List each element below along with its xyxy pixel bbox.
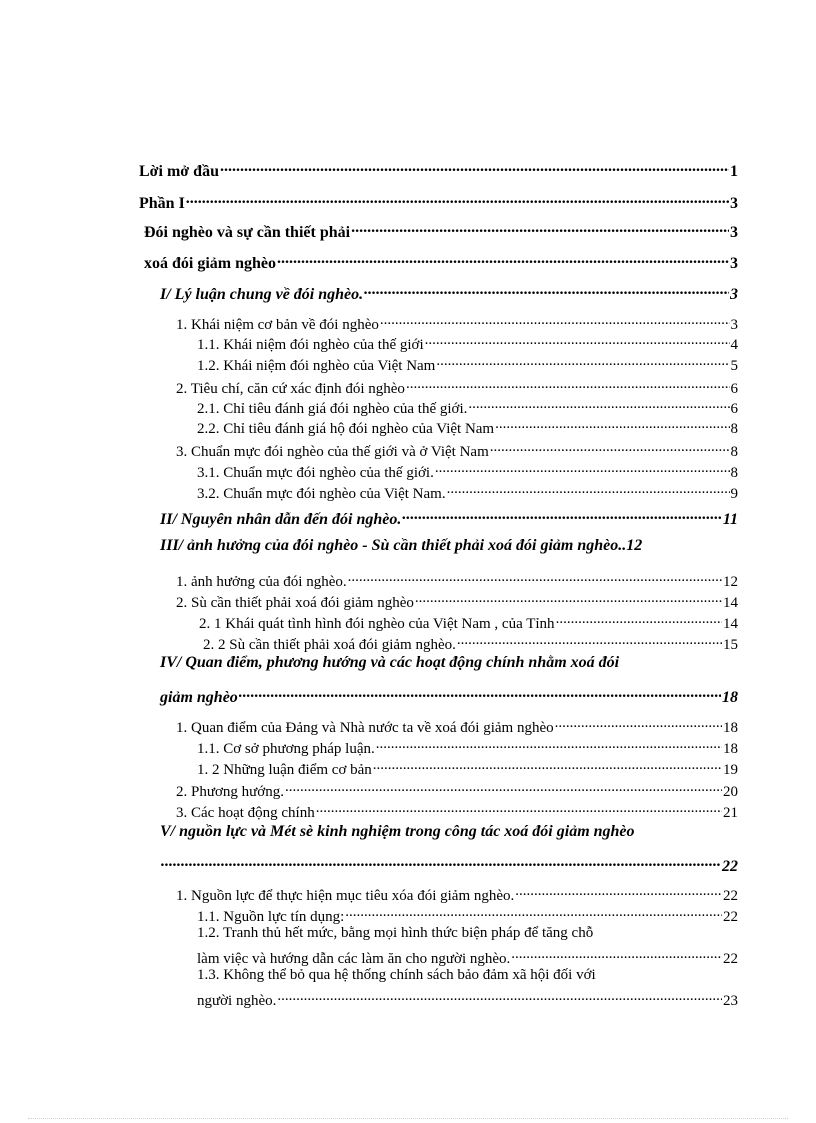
toc-page-number: 3 — [730, 194, 738, 212]
toc-page-number: 8 — [730, 443, 738, 460]
toc-entry-text: giảm nghèo — [160, 688, 238, 706]
toc-leader — [186, 190, 729, 208]
toc-entry-text: 2.2. Chỉ tiêu đánh giá hộ đói nghèo của Việt Nam — [197, 420, 495, 437]
toc-entry — [197, 988, 738, 1010]
toc-entry — [160, 506, 738, 529]
toc-leader — [277, 988, 722, 1005]
toc-leader — [380, 312, 730, 329]
toc-entry-text: II/ Nguyên nhân dẫn đến đói nghèo. — [160, 510, 402, 528]
toc-entry-text: 2. 1 Khái quát tình hình đói nghèo của Việt Nam , của Tỉnh — [199, 615, 555, 632]
toc-entry-text: 1. Nguồn lực để thực hiện mục tiêu xóa đói giảm nghèo. — [176, 887, 515, 904]
toc-leader — [285, 779, 722, 796]
toc-leader — [348, 569, 722, 586]
toc-entry — [197, 353, 738, 375]
toc-entry — [197, 460, 738, 482]
toc-entry-text: 2. 2 Sù cần thiết phải xoá đói giảm nghèo. — [203, 636, 456, 653]
toc-leader — [376, 736, 722, 753]
toc-entry-text: làm việc và hướng dẫn các làm ăn cho người nghèo. — [197, 950, 511, 967]
toc-page-number: 14 — [723, 615, 738, 632]
toc-entry-text: 2. Phương hướng. — [176, 783, 284, 800]
toc-entry — [197, 396, 738, 418]
toc-entry — [176, 590, 738, 612]
toc-page-number: 1 — [730, 162, 738, 180]
toc-page-number: 18 — [723, 740, 738, 757]
toc-page-number: 18 — [723, 719, 738, 736]
toc-page-number: 5 — [730, 357, 738, 374]
toc-leader — [468, 396, 729, 413]
toc-entry — [139, 158, 738, 181]
toc-entry — [176, 312, 738, 334]
toc-entry — [144, 250, 738, 273]
toc-entry — [176, 800, 738, 822]
toc-page-number: 12 — [626, 537, 643, 554]
toc-entry — [197, 736, 738, 758]
toc-entry — [144, 219, 738, 242]
toc-leader — [415, 590, 722, 607]
toc-page-number: 18 — [722, 688, 738, 706]
toc-entry-text: 1. Quan điểm của Đảng và Nhà nước ta về xoá đói giảm nghèo — [176, 719, 554, 736]
toc-leader — [239, 684, 721, 702]
toc-entry-text: 3.2. Chuẩn mực đói nghèo của Việt Nam. — [197, 485, 446, 502]
toc-entry — [176, 439, 738, 461]
toc-leader — [425, 332, 730, 349]
toc-leader — [435, 460, 730, 477]
toc-page-number: 14 — [723, 594, 738, 611]
toc-entry — [176, 715, 738, 737]
toc-entry-text: 2.1. Chỉ tiêu đánh giá đói nghèo của thế giới. — [197, 400, 468, 417]
toc-entry-text: 1.1. Nguồn lực tín dụng: — [197, 908, 345, 925]
toc-entry-text: Phần I — [139, 194, 185, 212]
toc-entry — [176, 883, 738, 905]
toc-leader — [161, 853, 721, 871]
toc-page-number: 6 — [730, 400, 738, 417]
toc-entry-text: 1.3. Không thể bỏ qua hệ thống chính sách bảo đảm xã hội đối với — [197, 967, 596, 983]
toc-entry — [139, 190, 738, 213]
toc-leader — [364, 281, 729, 299]
toc-page-number: 21 — [723, 804, 738, 821]
toc-entry — [199, 611, 738, 633]
toc-leader — [436, 353, 729, 370]
toc-leader — [511, 946, 722, 963]
toc-entry — [160, 684, 738, 707]
toc-page-number: 23 — [723, 992, 738, 1009]
toc-leader — [406, 376, 730, 393]
toc-entry-text: 3. Chuẩn mực đói nghèo của thế giới và ở Việt Nam — [176, 443, 489, 460]
toc-entry-text: I/ Lý luận chung về đói nghèo. — [160, 285, 364, 303]
toc-entry-text: III/ ảnh hưởng của đói nghèo - Sù cần thiết phải xoá đói giảm nghèo.. — [160, 537, 627, 554]
toc-leader — [316, 800, 722, 817]
page-bottom-divider — [28, 1118, 788, 1119]
toc-page-number: 4 — [730, 336, 738, 353]
toc-entry — [160, 537, 738, 555]
toc-entry-text: 2. Sù cần thiết phải xoá đói giảm nghèo — [176, 594, 414, 611]
toc-entry-text: 2. Tiêu chí, căn cứ xác định đói nghèo — [176, 380, 405, 397]
toc-page-number: 22 — [723, 887, 738, 904]
toc-page-number: 11 — [722, 510, 738, 528]
toc-entry-text: xoá đói giảm nghèo — [144, 254, 277, 272]
toc-leader — [220, 158, 729, 176]
toc-page-number: 22 — [723, 950, 738, 967]
toc-page-number: 8 — [730, 420, 738, 437]
toc-entry-text: 1. ảnh hưởng của đói nghèo. — [176, 573, 347, 590]
toc-entry-text: 1.2. Khái niệm đói nghèo của Việt Nam — [197, 357, 436, 374]
toc-entry — [160, 853, 738, 876]
toc-entry — [160, 281, 738, 304]
toc-leader — [457, 632, 722, 649]
toc-page-number: 20 — [723, 783, 738, 800]
toc-entry — [203, 632, 738, 654]
toc-page-number: 19 — [723, 761, 738, 778]
toc-page-number: 9 — [730, 485, 738, 502]
toc-page-number: 8 — [730, 464, 738, 481]
toc-entry-text: 1. 2 Những luận điểm cơ bản — [197, 761, 372, 778]
toc-entry-text: Lời mở đầu — [139, 162, 219, 180]
toc-page-number: 3 — [730, 254, 738, 272]
toc-entry-text: 1.1. Khái niệm đói nghèo của thế giới — [197, 336, 424, 353]
toc-entry-text: 1.2. Tranh thủ hết mức, bằng mọi hình thức biện pháp để tăng chỗ — [197, 925, 594, 941]
toc-entry — [176, 376, 738, 398]
toc-entry-text: 1.1. Cơ sở phương pháp luận. — [197, 740, 375, 757]
toc-leader — [277, 250, 729, 268]
toc-entry — [197, 946, 738, 968]
toc-entry — [197, 481, 738, 503]
toc-leader — [373, 757, 722, 774]
toc-entry-text: IV/ Quan điểm, phương hướng và các hoạt động chính nhằm xoá đói — [160, 654, 620, 671]
toc-page-number: 6 — [730, 380, 738, 397]
toc-entry — [197, 904, 738, 926]
toc-leader — [515, 883, 722, 900]
toc-entry-text: Đói nghèo và sự cần thiết phải — [144, 223, 351, 241]
toc-leader — [555, 715, 722, 732]
toc-page-number: 22 — [722, 857, 738, 875]
toc-page-number: 3 — [730, 316, 738, 333]
toc-page-number: 3 — [730, 223, 738, 241]
toc-page-number: 22 — [723, 908, 738, 925]
toc-page-number: 3 — [730, 285, 738, 303]
toc-entry-text: V/ nguồn lực và Mét sè kinh nghiệm trong công tác xoá đói giảm nghèo — [160, 823, 635, 840]
toc-entry-text: 3. Các hoạt động chính — [176, 804, 315, 821]
toc-entry-text: 3.1. Chuẩn mực đói nghèo của thế giới. — [197, 464, 434, 481]
toc-entry-text: 1. Khái niệm cơ bản về đói nghèo — [176, 316, 379, 333]
toc-entry — [197, 332, 738, 354]
toc-leader — [495, 416, 729, 433]
toc-page-number: 12 — [723, 573, 738, 590]
toc-entry — [176, 569, 738, 591]
toc-leader — [556, 611, 722, 628]
toc-leader — [345, 904, 722, 921]
toc-leader — [447, 481, 730, 498]
toc-page-number: 15 — [723, 636, 738, 653]
toc-entry — [197, 416, 738, 438]
toc-leader — [351, 219, 729, 237]
toc-entry — [197, 757, 738, 779]
toc-entry-text: người nghèo. — [197, 992, 277, 1009]
toc-entry — [176, 779, 738, 801]
toc-leader — [402, 506, 721, 524]
toc-leader — [490, 439, 730, 456]
